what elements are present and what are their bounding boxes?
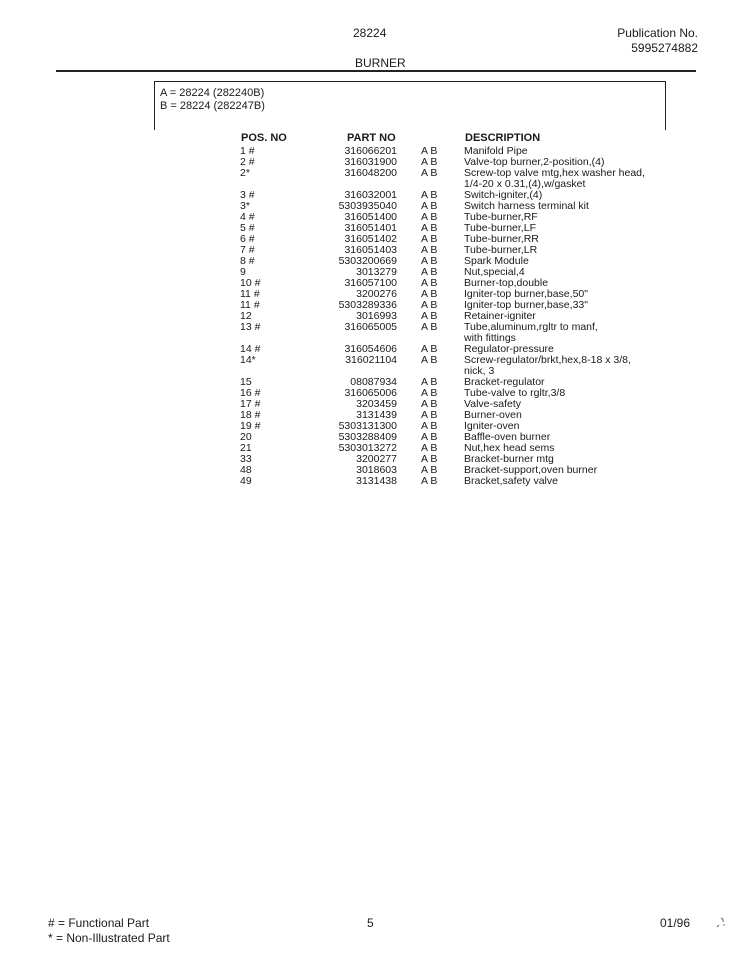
part-description: Valve-top burner,2-position,(4) bbox=[464, 156, 605, 168]
publication-info bbox=[617, 26, 698, 56]
pos-number: 21 bbox=[240, 442, 252, 454]
pos-number: 49 bbox=[240, 475, 252, 487]
parts-row bbox=[0, 476, 750, 487]
part-description: Burner-top,double bbox=[464, 277, 549, 289]
section-title: BURNER bbox=[355, 56, 406, 70]
variant-code: A B bbox=[421, 343, 438, 355]
part-description: Igniter-top burner,base,50" bbox=[464, 288, 588, 300]
variant-code: A B bbox=[421, 376, 438, 388]
part-description: Switch-igniter,(4) bbox=[464, 189, 543, 201]
part-description: nick, 3 bbox=[464, 365, 495, 377]
part-number: 316051400 bbox=[344, 211, 397, 223]
part-number: 08087934 bbox=[350, 376, 397, 388]
part-number: 316065006 bbox=[344, 387, 397, 399]
variant-code: A B bbox=[421, 145, 438, 157]
legend-functional: # = Functional Part bbox=[48, 916, 150, 930]
part-number: 5303131300 bbox=[338, 420, 397, 432]
part-number: 3203459 bbox=[356, 398, 397, 410]
part-number: 3200276 bbox=[356, 288, 397, 300]
parts-row bbox=[0, 322, 750, 333]
part-number: 316048200 bbox=[344, 167, 397, 179]
part-number: 316051402 bbox=[344, 233, 397, 245]
column-header-part: PART NO bbox=[347, 132, 396, 144]
pos-number: 6 # bbox=[240, 233, 255, 245]
part-description: Tube,aluminum,rgltr to manf, bbox=[464, 321, 598, 333]
variant-code: A B bbox=[421, 266, 438, 278]
pos-number: 48 bbox=[240, 464, 252, 476]
part-description: Tube-burner,RR bbox=[464, 233, 539, 245]
variant-code: A B bbox=[421, 387, 438, 399]
pos-number: 10 # bbox=[240, 277, 261, 289]
variant-box bbox=[154, 81, 666, 130]
part-number: 3131438 bbox=[356, 475, 397, 487]
variant-code: A B bbox=[421, 233, 438, 245]
part-description: Tube-burner,LR bbox=[464, 244, 538, 256]
part-number: 3016993 bbox=[356, 310, 397, 322]
variant-code: A B bbox=[421, 200, 438, 212]
part-description: Burner-oven bbox=[464, 409, 522, 421]
part-description: Screw-top valve mtg,hex washer head, bbox=[464, 167, 645, 179]
part-number: 316051403 bbox=[344, 244, 397, 256]
part-number: 316054606 bbox=[344, 343, 397, 355]
part-description: Valve-safety bbox=[464, 398, 521, 410]
pos-number: 9 bbox=[240, 266, 246, 278]
variant-code: A B bbox=[421, 299, 438, 311]
variant-code: A B bbox=[421, 420, 438, 432]
part-number: 5303200669 bbox=[338, 255, 397, 267]
pos-number: 33 bbox=[240, 453, 252, 465]
pos-number: 11 # bbox=[240, 288, 260, 300]
part-number: 316051401 bbox=[344, 222, 397, 234]
part-description: Baffle-oven burner bbox=[464, 431, 551, 443]
variant-code: A B bbox=[421, 277, 438, 289]
pos-number: 13 # bbox=[240, 321, 261, 333]
variant-code: A B bbox=[421, 156, 438, 168]
part-description: Spark Module bbox=[464, 255, 529, 267]
part-description: Switch harness terminal kit bbox=[464, 200, 589, 212]
part-number: 316032001 bbox=[344, 189, 397, 201]
pos-number: 20 bbox=[240, 431, 252, 443]
part-description: Bracket-regulator bbox=[464, 376, 545, 388]
pos-number: 1 # bbox=[240, 145, 255, 157]
part-number: 316065005 bbox=[344, 321, 397, 333]
variant-code: A B bbox=[421, 409, 438, 421]
page-number: 5 bbox=[367, 916, 374, 930]
model-number: 28224 bbox=[353, 26, 387, 40]
legend-non-illustrated: * = Non-Illustrated Part bbox=[48, 931, 170, 945]
column-header-description: DESCRIPTION bbox=[465, 132, 541, 144]
part-description: with fittings bbox=[464, 332, 516, 344]
part-number: 5303288409 bbox=[338, 431, 397, 443]
pos-number: 17 # bbox=[240, 398, 261, 410]
variant-code: A B bbox=[421, 321, 438, 333]
pos-number: 12 bbox=[240, 310, 252, 322]
parts-list bbox=[0, 146, 750, 487]
legend bbox=[48, 916, 170, 946]
part-description: Retainer-igniter bbox=[464, 310, 536, 322]
variant-code: A B bbox=[421, 354, 438, 366]
variant-code: A B bbox=[421, 453, 438, 465]
variant-b: B = 28224 (282247B) bbox=[160, 100, 265, 112]
part-number: 316066201 bbox=[344, 145, 397, 157]
variant-code: A B bbox=[421, 310, 438, 322]
variant-code: A B bbox=[421, 431, 438, 443]
variant-code: A B bbox=[421, 255, 438, 267]
pos-number: 4 # bbox=[240, 211, 255, 223]
pos-number: 15 bbox=[240, 376, 252, 388]
part-number: 3131439 bbox=[356, 409, 397, 421]
part-description: Manifold Pipe bbox=[464, 145, 528, 157]
variant-code: A B bbox=[421, 464, 438, 476]
part-description: Screw-regulator/brkt,hex,8-18 x 3/8, bbox=[464, 354, 631, 366]
parts-row bbox=[0, 355, 750, 366]
part-description: Tube-burner,LF bbox=[464, 222, 536, 234]
part-number: 316031900 bbox=[344, 156, 397, 168]
variant-code: A B bbox=[421, 398, 438, 410]
pos-number: 11 # bbox=[240, 299, 260, 311]
part-description: Bracket,safety valve bbox=[464, 475, 558, 487]
part-description: Igniter-oven bbox=[464, 420, 520, 432]
part-description: Tube-valve to rgltr,3/8 bbox=[464, 387, 566, 399]
variant-code: A B bbox=[421, 475, 438, 487]
part-description: Bracket-support,oven burner bbox=[464, 464, 598, 476]
pos-number: 8 # bbox=[240, 255, 255, 267]
publication-number: 5995274882 bbox=[631, 41, 698, 55]
pos-number: 2* bbox=[240, 167, 250, 179]
pos-number: 7 # bbox=[240, 244, 255, 256]
publication-label: Publication No. bbox=[617, 26, 698, 40]
part-description: Bracket-burner mtg bbox=[464, 453, 554, 465]
pos-number: 14 # bbox=[240, 343, 261, 355]
variant-code: A B bbox=[421, 222, 438, 234]
pos-number: 14* bbox=[240, 354, 256, 366]
pos-number: 3* bbox=[240, 200, 250, 212]
variant-code: A B bbox=[421, 211, 438, 223]
variant-code: A B bbox=[421, 167, 438, 179]
part-number: 3018603 bbox=[356, 464, 397, 476]
variant-code: A B bbox=[421, 189, 438, 201]
revision-date: 01/96 bbox=[660, 916, 691, 930]
part-number: 5303935040 bbox=[338, 200, 397, 212]
part-number: 5303013272 bbox=[338, 442, 397, 454]
part-description: Regulator-pressure bbox=[464, 343, 554, 355]
variant-code: A B bbox=[421, 288, 438, 300]
parts-row bbox=[0, 168, 750, 179]
part-description: Tube-burner,RF bbox=[464, 211, 538, 223]
column-header-pos: POS. NO bbox=[241, 132, 287, 144]
variant-code: A B bbox=[421, 442, 438, 454]
part-number: 3013279 bbox=[356, 266, 397, 278]
pos-number: 3 # bbox=[240, 189, 255, 201]
scan-mark-icon bbox=[712, 915, 728, 931]
part-number: 316021104 bbox=[345, 354, 397, 366]
pos-number: 16 # bbox=[240, 387, 261, 399]
pos-number: 2 # bbox=[240, 156, 255, 168]
pos-number: 19 # bbox=[240, 420, 261, 432]
part-description: Nut,special,4 bbox=[464, 266, 525, 278]
part-number: 316057100 bbox=[344, 277, 397, 289]
pos-number: 18 # bbox=[240, 409, 261, 421]
variant-code: A B bbox=[421, 244, 438, 256]
part-number: 3200277 bbox=[356, 453, 397, 465]
part-description: Nut,hex head sems bbox=[464, 442, 555, 454]
part-description: 1/4-20 x 0.31,(4),w/gasket bbox=[464, 178, 586, 190]
part-description: Igniter-top burner,base,33" bbox=[464, 299, 588, 311]
part-number: 5303289336 bbox=[338, 299, 397, 311]
pos-number: 5 # bbox=[240, 222, 255, 234]
header-rule bbox=[56, 70, 696, 72]
variant-a: A = 28224 (282240B) bbox=[160, 87, 265, 99]
